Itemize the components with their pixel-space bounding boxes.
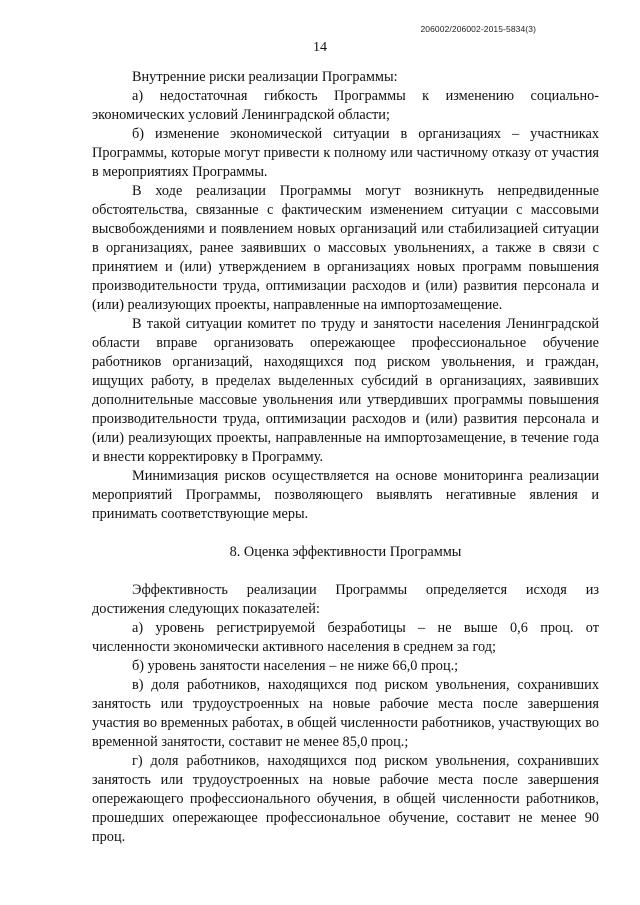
paragraph-unforeseen-circumstances: В ходе реализации Программы могут возникнуть непредвиденные обстоятельства, связанные с фактическим изменением ситуации с массовыми высвобождениями и появлением новых организаций или стабилизацией ситуации в организациях, ранее заявивших о массовых увольнениях, а также в связи с принятием и (или) утверждением в организациях новых программ повышения производительности труда, оптимизации расходов и (или) развития персонала и (или) реализующих проекты, направленные на импортозамещение. xyxy=(92,183,599,313)
document-registration-number: 206002/206002-2015-5834(3) xyxy=(420,24,536,34)
document-body xyxy=(92,68,599,847)
paragraph-indicator-d: г) доля работников, находящихся под риском увольнения, сохранивших занятость или трудоустроенных на новые рабочие места после завершения опережающего профессионального обучения, в общей численности работников, прошедших опережающее профессиональное обучение, составит не менее 90 проц. xyxy=(92,753,599,845)
paragraph-risk-b: б) изменение экономической ситуации в организациях – участниках Программы, которые могут привести к полному или частичному отказу от участия в мероприятиях Программы. xyxy=(92,126,599,180)
section-heading: 8. Оценка эффективности Программы xyxy=(229,544,462,560)
paragraph-indicator-a: а) уровень регистрируемой безработицы – не выше 0,6 проц. от численности экономически активного населения в среднем за год; xyxy=(92,620,599,655)
paragraph-internal-risks-title: Внутренние риски реализации Программы: xyxy=(132,69,398,85)
paragraph-risk-minimization: Минимизация рисков осуществляется на основе мониторинга реализации мероприятий Программы, позволяющего выявлять негативные явления и принимать соответствующие меры. xyxy=(92,468,599,522)
paragraph-indicator-b: б) уровень занятости населения – не ниже 66,0 проц.; xyxy=(132,658,459,674)
paragraph-indicator-c: в) доля работников, находящихся под риском увольнения, сохранивших занятость или трудоустроенных на новые рабочие места после завершения участия во временных работах, в общей численности работников, участвующих во временной занятости, составит не менее 85,0 проц.; xyxy=(92,677,599,750)
page-number: 14 xyxy=(313,40,327,55)
paragraph-committee-actions: В такой ситуации комитет по труду и занятости населения Ленинградской области вправе организовать опережающее профессиональное обучение работников организаций, находящихся под риском увольнения, и граждан, ищущих работу, в пределах выделенных субсидий в организациях, заявивших дополнительные массовые увольнения или утвердивших программы повышения производительности труда, оптимизации расходов и (или) развития персонала и (или) реализующих проекты, направленные на импортозамещение, в течение года и внести корректировку в Программу. xyxy=(92,316,599,465)
paragraph-risk-a: а) недостаточная гибкость Программы к изменению социально-экономических условий Ленинградской области; xyxy=(92,88,599,123)
paragraph-efficiency-intro: Эффективность реализации Программы определяется исходя из достижения следующих показателей: xyxy=(92,582,599,617)
